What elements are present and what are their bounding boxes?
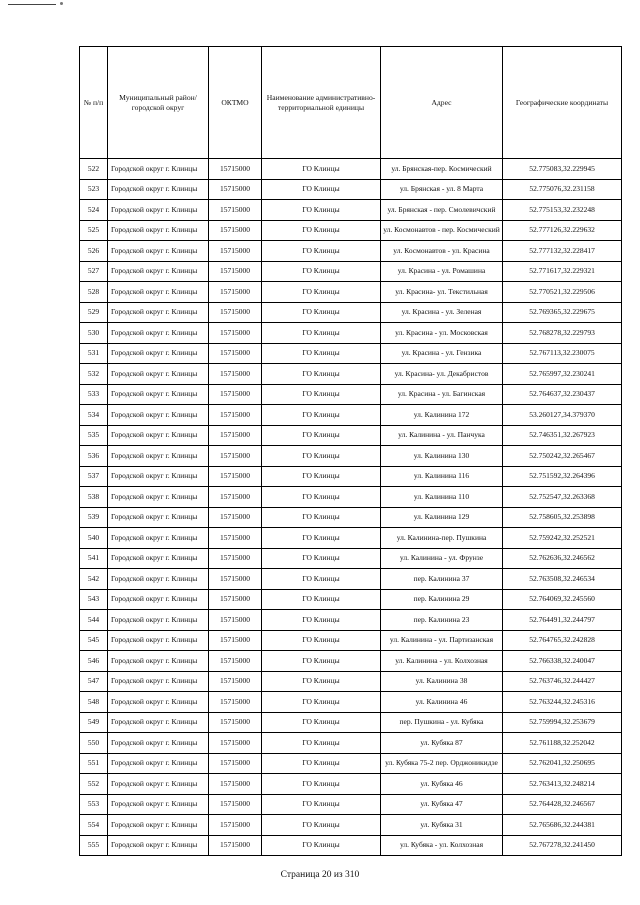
oktmo-cell: 15715000	[209, 466, 262, 487]
row-number-cell: 549	[80, 712, 108, 733]
coordinates-cell: 52.777126,32.229632	[503, 220, 622, 241]
table-row	[80, 261, 622, 282]
admin-unit-cell: ГО Клинцы	[262, 159, 381, 180]
coordinates-cell: 52.752547,32.263368	[503, 487, 622, 508]
row-number-cell: 536	[80, 446, 108, 467]
admin-unit-cell: ГО Клинцы	[262, 507, 381, 528]
row-number-cell: 551	[80, 753, 108, 774]
admin-unit-cell: ГО Клинцы	[262, 630, 381, 651]
coordinates-cell: 52.763746,32.244427	[503, 671, 622, 692]
oktmo-cell: 15715000	[209, 692, 262, 713]
coordinates-cell: 52.746351,32.267923	[503, 425, 622, 446]
district-cell: Городской округ г. Клинцы	[108, 774, 209, 795]
oktmo-cell: 15715000	[209, 487, 262, 508]
admin-unit-cell: ГО Клинцы	[262, 466, 381, 487]
district-cell: Городской округ г. Клинцы	[108, 159, 209, 180]
table-row	[80, 835, 622, 856]
coordinates-cell: 52.765686,32.244381	[503, 815, 622, 836]
district-cell: Городской округ г. Клинцы	[108, 487, 209, 508]
oktmo-cell: 15715000	[209, 815, 262, 836]
coordinates-cell: 52.765997,32.230241	[503, 364, 622, 385]
district-cell: Городской округ г. Клинцы	[108, 302, 209, 323]
district-cell: Городской округ г. Клинцы	[108, 548, 209, 569]
header-district: Муниципальный район/городской округ	[108, 47, 209, 159]
coordinates-cell: 52.764069,32.245560	[503, 589, 622, 610]
table-row	[80, 302, 622, 323]
table-row	[80, 569, 622, 590]
header-oktmo: ОКТМО	[209, 47, 262, 159]
district-cell: Городской округ г. Клинцы	[108, 692, 209, 713]
admin-unit-cell: ГО Клинцы	[262, 753, 381, 774]
admin-unit-cell: ГО Клинцы	[262, 241, 381, 262]
table-row	[80, 220, 622, 241]
address-cell: ул. Калинина - ул. Панчука	[381, 425, 503, 446]
coordinates-cell: 52.750242,32.265467	[503, 446, 622, 467]
table-row	[80, 364, 622, 385]
admin-unit-cell: ГО Клинцы	[262, 569, 381, 590]
coordinates-cell: 52.770521,32.229506	[503, 282, 622, 303]
coordinates-cell: 52.764428,32.246567	[503, 794, 622, 815]
oktmo-cell: 15715000	[209, 200, 262, 221]
row-number-cell: 546	[80, 651, 108, 672]
address-cell: пер. Калинина 37	[381, 569, 503, 590]
district-cell: Городской округ г. Клинцы	[108, 569, 209, 590]
row-number-cell: 531	[80, 343, 108, 364]
row-number-cell: 528	[80, 282, 108, 303]
oktmo-cell: 15715000	[209, 569, 262, 590]
row-number-cell: 552	[80, 774, 108, 795]
address-cell: ул. Красина- ул. Текстильная	[381, 282, 503, 303]
admin-unit-cell: ГО Клинцы	[262, 651, 381, 672]
coordinates-cell: 52.763508,32.246534	[503, 569, 622, 590]
coordinates-cell: 52.771617,32.229321	[503, 261, 622, 282]
table-row	[80, 774, 622, 795]
coordinates-cell: 52.775083,32.229945	[503, 159, 622, 180]
district-cell: Городской округ г. Клинцы	[108, 651, 209, 672]
oktmo-cell: 15715000	[209, 405, 262, 426]
address-cell: ул. Калинина - ул. Партизанская	[381, 630, 503, 651]
table-row	[80, 405, 622, 426]
table-row	[80, 466, 622, 487]
coordinates-cell: 52.775153,32.232248	[503, 200, 622, 221]
admin-unit-cell: ГО Клинцы	[262, 323, 381, 344]
oktmo-cell: 15715000	[209, 384, 262, 405]
address-cell: ул. Калинина 46	[381, 692, 503, 713]
row-number-cell: 534	[80, 405, 108, 426]
coordinates-cell: 52.763413,32.248214	[503, 774, 622, 795]
oktmo-cell: 15715000	[209, 528, 262, 549]
district-cell: Городской округ г. Клинцы	[108, 466, 209, 487]
district-cell: Городской округ г. Клинцы	[108, 589, 209, 610]
row-number-cell: 523	[80, 179, 108, 200]
oktmo-cell: 15715000	[209, 712, 262, 733]
address-cell: ул. Калинина 110	[381, 487, 503, 508]
district-cell: Городской округ г. Клинцы	[108, 384, 209, 405]
admin-unit-cell: ГО Клинцы	[262, 425, 381, 446]
address-cell: ул. Калинина 130	[381, 446, 503, 467]
coordinates-cell: 52.766338,32.240047	[503, 651, 622, 672]
admin-unit-cell: ГО Клинцы	[262, 835, 381, 856]
row-number-cell: 542	[80, 569, 108, 590]
scan-artifact-line	[8, 4, 56, 5]
table-header-row	[80, 47, 622, 159]
oktmo-cell: 15715000	[209, 548, 262, 569]
oktmo-cell: 15715000	[209, 610, 262, 631]
address-cell: ул. Космонавтов - пер. Космический	[381, 220, 503, 241]
coordinates-cell: 52.764491,32.244797	[503, 610, 622, 631]
admin-unit-cell: ГО Клинцы	[262, 220, 381, 241]
oktmo-cell: 15715000	[209, 794, 262, 815]
row-number-cell: 547	[80, 671, 108, 692]
admin-unit-cell: ГО Клинцы	[262, 343, 381, 364]
table-row	[80, 610, 622, 631]
district-cell: Городской округ г. Клинцы	[108, 220, 209, 241]
admin-unit-cell: ГО Клинцы	[262, 589, 381, 610]
district-cell: Городской округ г. Клинцы	[108, 179, 209, 200]
address-cell: ул. Брянская - ул. 8 Марта	[381, 179, 503, 200]
row-number-cell: 545	[80, 630, 108, 651]
address-cell: ул. Калинина - ул. Фрунзе	[381, 548, 503, 569]
row-number-cell: 553	[80, 794, 108, 815]
coordinates-cell: 52.759242,32.252521	[503, 528, 622, 549]
coordinates-cell: 52.751592,32.264396	[503, 466, 622, 487]
table-row	[80, 548, 622, 569]
row-number-cell: 548	[80, 692, 108, 713]
coordinates-cell: 52.769365,32.229675	[503, 302, 622, 323]
district-cell: Городской округ г. Клинцы	[108, 733, 209, 754]
row-number-cell: 533	[80, 384, 108, 405]
address-cell: пер. Калинина 23	[381, 610, 503, 631]
oktmo-cell: 15715000	[209, 753, 262, 774]
district-cell: Городской округ г. Клинцы	[108, 671, 209, 692]
table-row	[80, 200, 622, 221]
table-row	[80, 794, 622, 815]
header-coordinates: Географические координаты	[503, 47, 622, 159]
table-row	[80, 733, 622, 754]
admin-unit-cell: ГО Клинцы	[262, 179, 381, 200]
row-number-cell: 526	[80, 241, 108, 262]
oktmo-cell: 15715000	[209, 733, 262, 754]
row-number-cell: 530	[80, 323, 108, 344]
row-number-cell: 550	[80, 733, 108, 754]
table-row	[80, 692, 622, 713]
address-cell: ул. Калинина 172	[381, 405, 503, 426]
coordinates-cell: 52.767278,32.241450	[503, 835, 622, 856]
row-number-cell: 525	[80, 220, 108, 241]
row-number-cell: 535	[80, 425, 108, 446]
oktmo-cell: 15715000	[209, 261, 262, 282]
address-cell: ул. Кубяка 46	[381, 774, 503, 795]
address-cell: ул. Кубяка 87	[381, 733, 503, 754]
row-number-cell: 539	[80, 507, 108, 528]
table-row	[80, 179, 622, 200]
district-cell: Городской округ г. Клинцы	[108, 425, 209, 446]
table-row	[80, 753, 622, 774]
row-number-cell: 538	[80, 487, 108, 508]
address-cell: ул. Брянская - пер. Смолевичский	[381, 200, 503, 221]
address-cell: ул. Калинина 38	[381, 671, 503, 692]
admin-unit-cell: ГО Клинцы	[262, 733, 381, 754]
row-number-cell: 537	[80, 466, 108, 487]
row-number-cell: 522	[80, 159, 108, 180]
oktmo-cell: 15715000	[209, 159, 262, 180]
row-number-cell: 532	[80, 364, 108, 385]
oktmo-cell: 15715000	[209, 651, 262, 672]
oktmo-cell: 15715000	[209, 302, 262, 323]
table-row	[80, 528, 622, 549]
admin-unit-cell: ГО Клинцы	[262, 261, 381, 282]
admin-unit-cell: ГО Клинцы	[262, 487, 381, 508]
page-number: Страница 20 из 310	[280, 870, 360, 880]
table-row	[80, 589, 622, 610]
district-cell: Городской округ г. Клинцы	[108, 200, 209, 221]
address-cell: пер. Калинина 29	[381, 589, 503, 610]
district-cell: Городской округ г. Клинцы	[108, 507, 209, 528]
oktmo-cell: 15715000	[209, 241, 262, 262]
district-cell: Городской округ г. Клинцы	[108, 610, 209, 631]
row-number-cell: 540	[80, 528, 108, 549]
table-row	[80, 651, 622, 672]
address-cell: ул. Красина - ул. Московская	[381, 323, 503, 344]
address-cell: ул. Красина - ул. Зеленая	[381, 302, 503, 323]
row-number-cell: 543	[80, 589, 108, 610]
address-cell: ул. Кубяка 75-2 пер. Орджоникидзе	[381, 753, 503, 774]
address-cell: пер. Пушкина - ул. Кубяка	[381, 712, 503, 733]
row-number-cell: 529	[80, 302, 108, 323]
registry-table	[79, 46, 622, 856]
header-number: № п/п	[80, 47, 108, 159]
header-address: Адрес	[381, 47, 503, 159]
address-cell: ул. Калинина-пер. Пушкина	[381, 528, 503, 549]
oktmo-cell: 15715000	[209, 589, 262, 610]
header-admin-unit: Наименование административно-территориальной единицы	[262, 47, 381, 159]
district-cell: Городской округ г. Клинцы	[108, 364, 209, 385]
address-cell: ул. Калинина 129	[381, 507, 503, 528]
coordinates-cell: 52.775076,32.231158	[503, 179, 622, 200]
admin-unit-cell: ГО Клинцы	[262, 548, 381, 569]
coordinates-cell: 52.763244,32.245316	[503, 692, 622, 713]
oktmo-cell: 15715000	[209, 425, 262, 446]
admin-unit-cell: ГО Клинцы	[262, 282, 381, 303]
row-number-cell: 541	[80, 548, 108, 569]
address-cell: ул. Брянская-пер. Космический	[381, 159, 503, 180]
coordinates-cell: 52.764765,32.242828	[503, 630, 622, 651]
coordinates-cell: 52.758605,32.253898	[503, 507, 622, 528]
coordinates-cell: 52.762636,32.246562	[503, 548, 622, 569]
admin-unit-cell: ГО Клинцы	[262, 446, 381, 467]
row-number-cell: 554	[80, 815, 108, 836]
district-cell: Городской округ г. Клинцы	[108, 630, 209, 651]
address-cell: ул. Калинина 116	[381, 466, 503, 487]
row-number-cell: 555	[80, 835, 108, 856]
oktmo-cell: 15715000	[209, 630, 262, 651]
district-cell: Городской округ г. Клинцы	[108, 323, 209, 344]
coordinates-cell: 52.777132,32.228417	[503, 241, 622, 262]
table-row	[80, 425, 622, 446]
district-cell: Городской округ г. Клинцы	[108, 446, 209, 467]
district-cell: Городской округ г. Клинцы	[108, 405, 209, 426]
district-cell: Городской округ г. Клинцы	[108, 241, 209, 262]
district-cell: Городской округ г. Клинцы	[108, 528, 209, 549]
address-cell: ул. Кубяка - ул. Колхозная	[381, 835, 503, 856]
table-row	[80, 282, 622, 303]
table-row	[80, 671, 622, 692]
admin-unit-cell: ГО Клинцы	[262, 384, 381, 405]
table-row	[80, 815, 622, 836]
address-cell: ул. Кубяка 31	[381, 815, 503, 836]
oktmo-cell: 15715000	[209, 282, 262, 303]
admin-unit-cell: ГО Клинцы	[262, 364, 381, 385]
oktmo-cell: 15715000	[209, 507, 262, 528]
address-cell: ул. Кубяка 47	[381, 794, 503, 815]
coordinates-cell: 52.762041,32.250695	[503, 753, 622, 774]
table-row	[80, 241, 622, 262]
address-cell: ул. Красина - ул. Гензика	[381, 343, 503, 364]
table-row	[80, 384, 622, 405]
admin-unit-cell: ГО Клинцы	[262, 671, 381, 692]
district-cell: Городской округ г. Клинцы	[108, 753, 209, 774]
table-row	[80, 159, 622, 180]
table-row	[80, 446, 622, 467]
coordinates-cell: 53.260127,34.379370	[503, 405, 622, 426]
admin-unit-cell: ГО Клинцы	[262, 200, 381, 221]
oktmo-cell: 15715000	[209, 774, 262, 795]
oktmo-cell: 15715000	[209, 446, 262, 467]
admin-unit-cell: ГО Клинцы	[262, 712, 381, 733]
coordinates-cell: 52.761188,32.252042	[503, 733, 622, 754]
oktmo-cell: 15715000	[209, 671, 262, 692]
district-cell: Городской округ г. Клинцы	[108, 835, 209, 856]
admin-unit-cell: ГО Клинцы	[262, 528, 381, 549]
admin-unit-cell: ГО Клинцы	[262, 815, 381, 836]
row-number-cell: 524	[80, 200, 108, 221]
admin-unit-cell: ГО Клинцы	[262, 774, 381, 795]
district-cell: Городской округ г. Клинцы	[108, 815, 209, 836]
district-cell: Городской округ г. Клинцы	[108, 282, 209, 303]
scan-artifact-dot	[60, 2, 63, 5]
district-cell: Городской округ г. Клинцы	[108, 794, 209, 815]
address-cell: ул. Красина - ул. Багинская	[381, 384, 503, 405]
address-cell: ул. Космонавтов - ул. Красина	[381, 241, 503, 262]
address-cell: ул. Красина - ул. Ромашина	[381, 261, 503, 282]
address-cell: ул. Красина- ул. Декабристов	[381, 364, 503, 385]
coordinates-cell: 52.759994,32.253679	[503, 712, 622, 733]
table-row	[80, 507, 622, 528]
admin-unit-cell: ГО Клинцы	[262, 692, 381, 713]
oktmo-cell: 15715000	[209, 364, 262, 385]
table-row	[80, 630, 622, 651]
row-number-cell: 544	[80, 610, 108, 631]
oktmo-cell: 15715000	[209, 343, 262, 364]
coordinates-cell: 52.767113,32.230075	[503, 343, 622, 364]
admin-unit-cell: ГО Клинцы	[262, 405, 381, 426]
coordinates-cell: 52.764637,32.230437	[503, 384, 622, 405]
district-cell: Городской округ г. Клинцы	[108, 261, 209, 282]
district-cell: Городской округ г. Клинцы	[108, 343, 209, 364]
address-cell: ул. Калинина - ул. Колхозная	[381, 651, 503, 672]
table-body	[80, 159, 622, 856]
table-row	[80, 712, 622, 733]
coordinates-cell: 52.768278,32.229793	[503, 323, 622, 344]
table-row	[80, 323, 622, 344]
oktmo-cell: 15715000	[209, 323, 262, 344]
admin-unit-cell: ГО Клинцы	[262, 610, 381, 631]
oktmo-cell: 15715000	[209, 835, 262, 856]
table-row	[80, 343, 622, 364]
district-cell: Городской округ г. Клинцы	[108, 712, 209, 733]
row-number-cell: 527	[80, 261, 108, 282]
admin-unit-cell: ГО Клинцы	[262, 794, 381, 815]
admin-unit-cell: ГО Клинцы	[262, 302, 381, 323]
oktmo-cell: 15715000	[209, 179, 262, 200]
table-row	[80, 487, 622, 508]
oktmo-cell: 15715000	[209, 220, 262, 241]
